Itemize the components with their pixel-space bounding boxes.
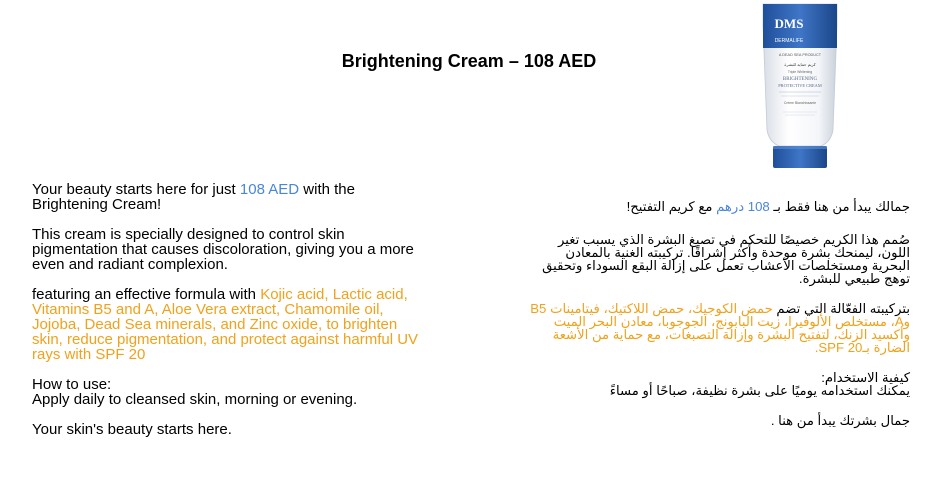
arabic-ingredients-highlight: حمض الكوجيك، حمض اللاكتيك، فيتامينات B5 وA، مستخلص الألوفيرا، زيت البابونج، الجوجوبا، معادن البحر الميت وأكسيد الزنك، لتفتيح البشرة وإزالة التصبغات، مع حماية من الأشعة الضارة بـSPF 20.: [530, 301, 910, 355]
svg-text:A DEAD SEA PRODUCT: A DEAD SEA PRODUCT: [778, 53, 822, 57]
product-image: [757, 2, 843, 172]
arabic-howto-label: كيفية الاستخدام:: [821, 370, 910, 385]
english-description: [32, 182, 432, 437]
closing-line: Your skin's beauty starts here.: [32, 421, 232, 438]
description-paragraph: This cream is specially designed to control skin pigmentation that causes discoloration, giving you a more even and radiant complexion.: [32, 226, 414, 273]
arabic-description: [526, 200, 910, 427]
price-highlight: 108 AED: [239, 181, 300, 198]
formula-paragraph: featuring an effective formula with Kojic acid, Lactic acid, Vitamins B5 and A, Aloe Vera extract, Chamomile oil, Jojoba, Dead Sea minerals, and Zinc oxide, to brighten skin, reduce pigmentation, and protect against harmful UV rays with SPF 20: [32, 286, 419, 363]
arabic-closing-line: جمال بشرتك يبدأ من هنا .: [770, 413, 910, 428]
howto-label: How to use:: [32, 376, 112, 393]
svg-text:Crème Blanchissante: Crème Blanchissante: [783, 101, 817, 105]
svg-text:DMS: DMS: [774, 16, 804, 31]
arabic-formula-paragraph: بتركيبته الفعّالة التي تضم حمض الكوجيك، حمض اللاكتيك، فيتامينات B5 وA، مستخلص الألوفيرا، زيت البابونج، الجوجوبا، معادن البحر الميت وأكسيد الزنك، لتفتيح البشرة وإزالة التصبغات، مع حماية من الأشعة الضارة بـSPF 20.: [530, 301, 910, 355]
svg-text:Triple Whitening: Triple Whitening: [787, 70, 813, 74]
svg-text:BRIGHTENING: BRIGHTENING: [782, 77, 818, 82]
intro-paragraph: Your beauty starts here for just 108 AED with the Brightening Cream!: [32, 181, 355, 213]
page-title: Brightening Cream – 108 AED: [341, 51, 597, 71]
brand-logo: [775, 16, 804, 44]
svg-text:DERMALIFE: DERMALIFE: [774, 38, 804, 44]
svg-text:كريم حماية للبشرة: كريم حماية للبشرة: [784, 62, 816, 67]
ingredients-highlight: Kojic acid, Lactic acid, Vitamins B5 and A, Aloe Vera extract, Chamomile oil, Jojoba, Dead Sea minerals, and Zinc oxide, to brighten skin, reduce pigmentation, and protect against harmful UV rays with SPF 20: [32, 286, 419, 363]
arabic-description-paragraph: صُمم هذا الكريم خصيصًا للتحكم في تصبغ البشرة الذي يسبب تغير اللون، ليمنحك بشرة موحدة وأكثر إشراقًا. تركيبته الغنية بالمعادن البحرية ومستخلصات الأعشاب تعمل على إزالة البقع السوداء وتحقيق توهج طبيعي للبشرة.: [542, 232, 910, 286]
arabic-intro-paragraph: جمالك يبدأ من هنا فقط بـ 108 درهم مع كريم التفتيح!: [626, 199, 910, 214]
howto-text: Apply daily to cleansed skin, morning or evening.: [32, 391, 358, 408]
arabic-price-highlight: 108 درهم: [716, 199, 770, 214]
arabic-howto-text: يمكنك استخدامه يوميًا على بشرة نظيفة، صباحًا أو مساءً: [609, 383, 910, 398]
svg-text:PROTECTIVE CREAM: PROTECTIVE CREAM: [778, 83, 822, 88]
